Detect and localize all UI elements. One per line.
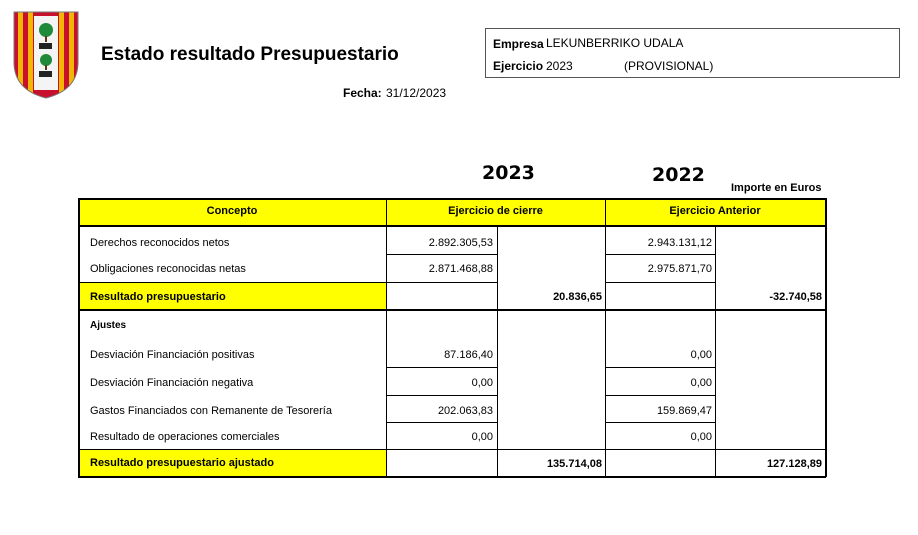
year-current-heading: 2023 [482, 162, 535, 184]
line-below-resultado [78, 309, 826, 311]
ejercicio-value: 2023 [546, 59, 573, 73]
line-anterior-1 [605, 254, 715, 255]
line-cierre-1 [386, 254, 497, 255]
empresa-value: LEKUNBERRIKO UDALA [546, 36, 684, 50]
table-border-bottom [78, 476, 826, 478]
value-resultado-cierre: 20.836,65 [553, 291, 602, 303]
col-header-cierre: Ejercicio de cierre [448, 205, 543, 217]
table-border-top [78, 198, 826, 200]
table-border-right [825, 198, 827, 477]
table-border-left [78, 198, 80, 477]
empresa-label: Empresa [493, 37, 544, 51]
row-label-gastos-remanente: Gastos Financiados con Remanente de Tesorería [90, 405, 332, 417]
value-desv-pos-anterior: 0,00 [690, 349, 712, 361]
value-derechos-anterior: 2.943.131,12 [647, 237, 712, 249]
coat-of-arms-logo [12, 10, 80, 100]
col-header-anterior: Ejercicio Anterior [669, 205, 761, 217]
row-label-obligaciones: Obligaciones reconocidas netas [90, 263, 246, 275]
subcol-divider-cierre [497, 225, 498, 476]
line-cierre-2 [386, 282, 497, 283]
col-header-concepto: Concepto [206, 205, 258, 217]
page-title: Estado resultado Presupuestario [101, 44, 399, 65]
line-anterior-3 [605, 367, 715, 368]
line-cierre-5 [386, 422, 497, 423]
value-gastos-remanente-cierre: 202.063,83 [437, 405, 493, 417]
provisional-label: (PROVISIONAL) [624, 59, 714, 73]
ajustes-label: Ajustes [90, 320, 127, 331]
row-label-desv-neg: Desviación Financiación negativa [90, 377, 254, 389]
value-resultado-anterior: -32.740,58 [769, 291, 822, 303]
table-header-border [78, 225, 826, 227]
col-divider-concepto [386, 198, 387, 477]
value-op-comerciales-anterior: 0,00 [690, 431, 712, 443]
line-anterior-5 [605, 422, 715, 423]
row-label-derechos: Derechos reconocidos netos [90, 237, 230, 249]
line-above-resultado [78, 282, 386, 283]
row-label-desv-pos: Desviación Financiación positivas [90, 349, 255, 361]
row-label-resultado: Resultado presupuestario [90, 291, 226, 303]
units-label: Importe en Euros [731, 182, 822, 194]
value-desv-pos-cierre: 87.186,40 [444, 349, 493, 361]
line-cierre-4 [386, 395, 497, 396]
line-above-resultado-ajustado [78, 449, 386, 450]
value-obligaciones-cierre: 2.871.468,88 [428, 263, 493, 275]
col-divider-cierre [605, 198, 606, 477]
value-desv-neg-cierre: 0,00 [471, 377, 493, 389]
row-label-resultado-ajustado: Resultado presupuestario ajustado [90, 457, 274, 469]
value-op-comerciales-cierre: 0,00 [471, 431, 493, 443]
ejercicio-label: Ejercicio [493, 59, 544, 73]
value-gastos-remanente-anterior: 159.869,47 [656, 405, 712, 417]
line-anterior-2 [605, 282, 715, 283]
value-resultado-ajustado-cierre: 135.714,08 [546, 458, 602, 470]
value-desv-neg-anterior: 0,00 [690, 377, 712, 389]
row-label-op-comerciales: Resultado de operaciones comerciales [90, 431, 280, 443]
fecha-value: 31/12/2023 [386, 86, 447, 100]
line-anterior-4 [605, 395, 715, 396]
line-cierre-3 [386, 367, 497, 368]
company-info-box [485, 28, 900, 78]
value-resultado-ajustado-anterior: 127.128,89 [766, 458, 822, 470]
value-obligaciones-anterior: 2.975.871,70 [647, 263, 712, 275]
value-derechos-cierre: 2.892.305,53 [428, 237, 493, 249]
subcol-divider-anterior [715, 225, 716, 476]
line-cierre-6 [386, 449, 605, 450]
line-anterior-6 [605, 449, 826, 450]
fecha-label: Fecha: [343, 86, 382, 100]
year-previous-heading: 2022 [652, 164, 705, 186]
